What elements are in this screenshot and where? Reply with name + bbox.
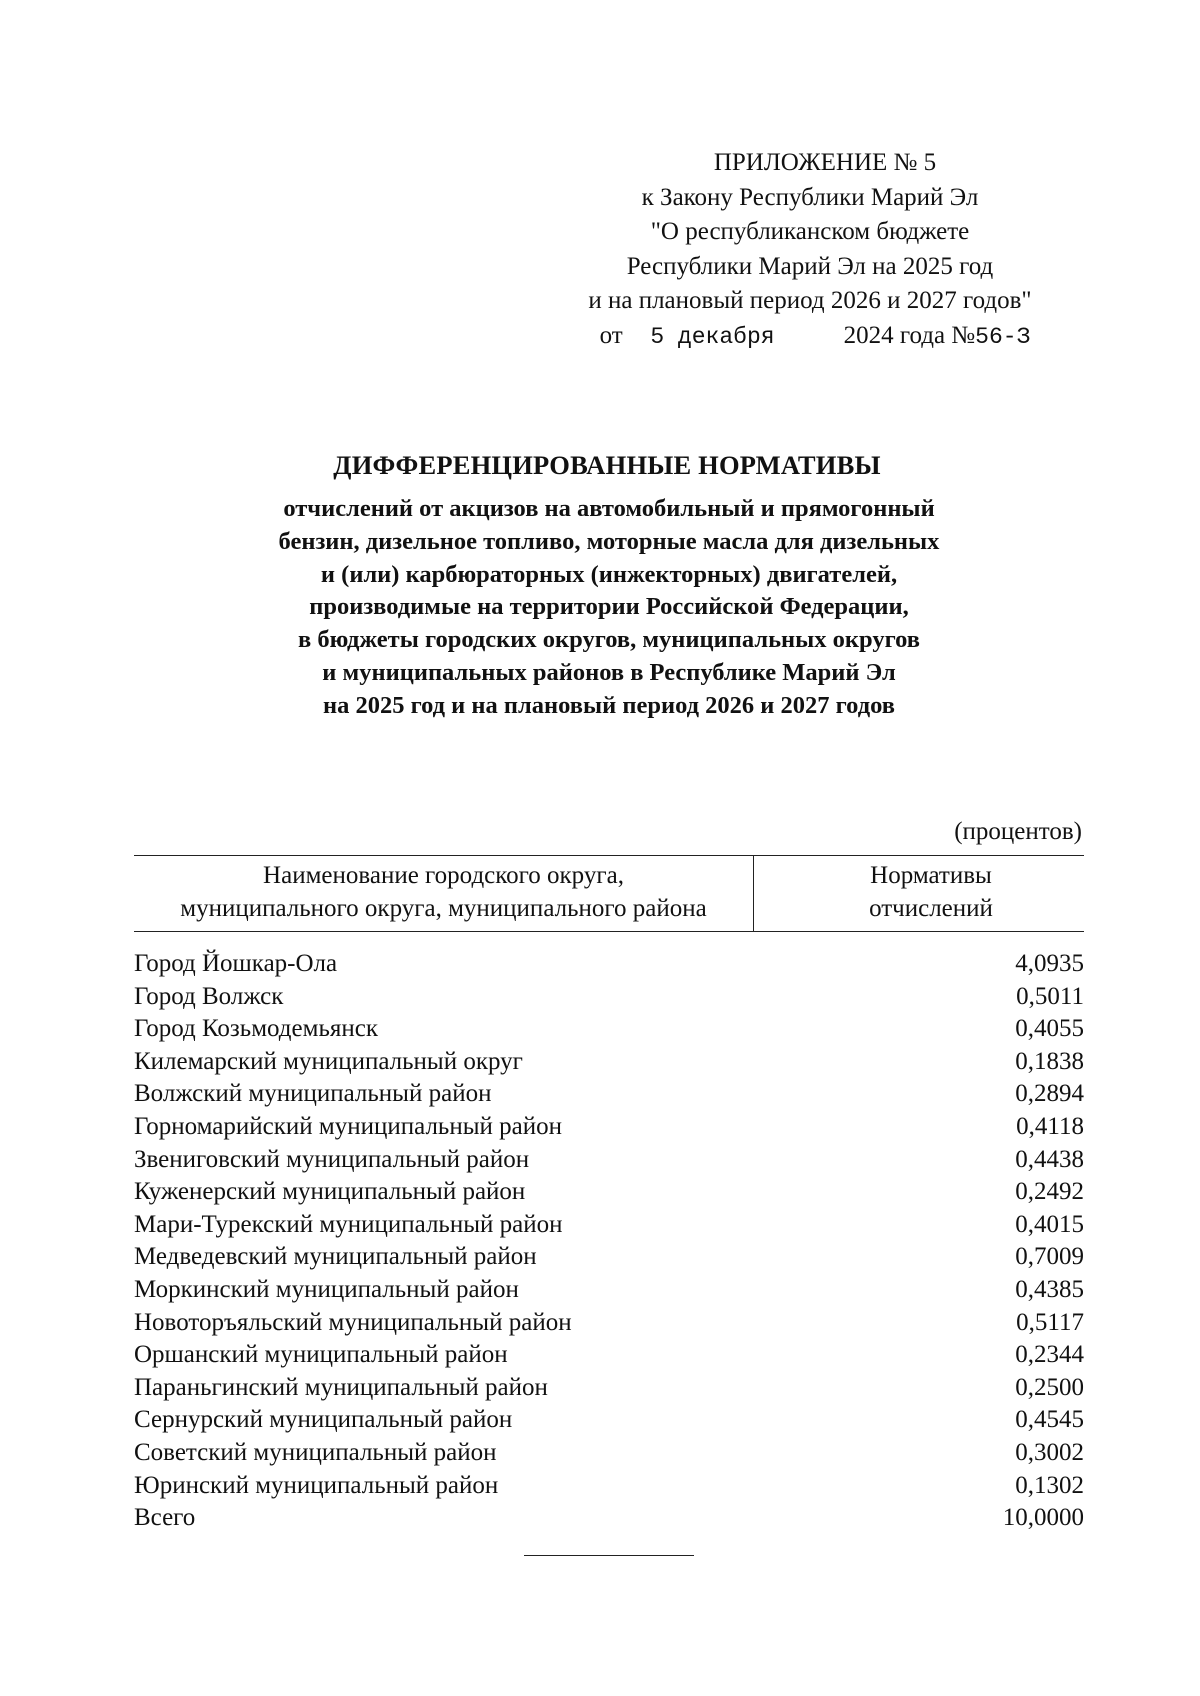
- row-value: 0,5011: [1016, 982, 1084, 1010]
- end-divider: [524, 1555, 694, 1556]
- table-body: [134, 948, 1084, 1535]
- row-value: 0,4545: [1015, 1406, 1084, 1434]
- row-value: 0,1838: [1015, 1047, 1084, 1075]
- row-name: Куженерский муниципальный район: [134, 1178, 526, 1206]
- table-header: [134, 855, 1084, 932]
- row-name: Сернурский муниципальный район: [134, 1406, 513, 1434]
- table-row: [134, 981, 1084, 1014]
- row-name: Город Козьмодемьянск: [134, 1015, 378, 1043]
- subtitle-line: в бюджеты городских округов, муниципальных округов: [298, 626, 920, 654]
- row-name: Новоторъяльский муниципальный район: [134, 1308, 572, 1336]
- subtitle-line: на 2025 год и на плановый период 2026 и 2027 годов: [322, 691, 895, 719]
- table-row: [134, 1241, 1084, 1274]
- row-name: Всего: [134, 1504, 196, 1532]
- table-row: [134, 1209, 1084, 1242]
- norms-table: [134, 855, 1084, 1532]
- subtitle-line: производимые на территории Российской Федерации,: [309, 593, 909, 621]
- header-value-column: [756, 856, 1084, 931]
- subtitle-line: отчислений от акцизов на автомобильный и прямогонный: [283, 495, 935, 522]
- row-name: Оршанский муниципальный район: [134, 1341, 508, 1369]
- row-name: Медведевский муниципальный район: [134, 1243, 537, 1271]
- table-row: [134, 1372, 1084, 1405]
- header-value-line-1: Нормативы: [870, 862, 992, 889]
- row-value: 0,5117: [1016, 1308, 1084, 1336]
- row-name: Волжский муниципальный район: [134, 1080, 492, 1108]
- row-value: 0,4055: [1015, 1015, 1084, 1043]
- units-label: (процентов): [954, 818, 1082, 845]
- table-row: [134, 1339, 1084, 1372]
- appendix-number: ПРИЛОЖЕНИЕ № 5: [713, 149, 937, 176]
- table-row: [134, 1013, 1084, 1046]
- row-name: Звениговский муниципальный район: [134, 1145, 530, 1173]
- row-value: 0,2492: [1015, 1178, 1084, 1206]
- row-name: Горномарийский муниципальный район: [134, 1112, 562, 1140]
- header-value-line-2: отчислений: [869, 895, 993, 922]
- subtitle-line: бензин, дизельное топливо, моторные масла для дизельных: [278, 527, 940, 555]
- row-name: Параньгинский муниципальный район: [134, 1373, 548, 1401]
- row-name: Город Йошкар-Ола: [134, 950, 338, 977]
- row-name: Моркинский муниципальный район: [134, 1275, 519, 1303]
- date-day-month: 5 декабря: [650, 323, 775, 350]
- row-value: 0,1302: [1015, 1471, 1084, 1499]
- appendix-law-title-2: Республики Марий Эл на 2025 год: [626, 252, 994, 280]
- table-total-row: [134, 1502, 1084, 1535]
- row-name: Юринский муниципальный район: [134, 1471, 499, 1499]
- table-row: [134, 1111, 1084, 1144]
- row-value: 0,4438: [1015, 1145, 1084, 1173]
- subtitle-line: и муниципальных районов в Республике Марий Эл: [322, 658, 896, 686]
- subtitle-line: и (или) карбюраторных (инжекторных) двигателей,: [320, 560, 898, 588]
- table-row: [134, 1144, 1084, 1177]
- table-row: [134, 1274, 1084, 1307]
- row-name: Советский муниципальный район: [134, 1438, 497, 1466]
- row-value: 0,3002: [1015, 1438, 1084, 1466]
- law-number: 56-З: [975, 323, 1031, 350]
- row-value: 4,0935: [1015, 950, 1084, 977]
- header-name-column: [134, 856, 754, 931]
- document-subtitle: [0, 493, 1200, 723]
- header-name-line-2: муниципального округа, муниципального района: [180, 895, 707, 922]
- row-value: 0,2344: [1015, 1341, 1084, 1369]
- header-name-line-1: Наименование городского округа,: [263, 862, 624, 889]
- row-value: 0,4015: [1015, 1210, 1084, 1238]
- row-value: 0,4118: [1016, 1112, 1084, 1140]
- table-row: [134, 1078, 1084, 1111]
- table-row: [134, 1404, 1084, 1437]
- table-row: [134, 948, 1084, 981]
- row-value: 10,0000: [1002, 1504, 1084, 1532]
- table-row: [134, 1176, 1084, 1209]
- document-title: ДИФФЕРЕНЦИРОВАННЫЕ НОРМАТИВЫ: [333, 450, 881, 480]
- appendix-law-title-1: "О республиканском бюджете: [650, 218, 970, 245]
- date-year: 2024 года №: [843, 321, 976, 349]
- row-name: Город Волжск: [134, 982, 284, 1010]
- appendix-header: [560, 146, 1060, 354]
- row-value: 0,2894: [1015, 1080, 1084, 1108]
- table-row: [134, 1046, 1084, 1079]
- row-name: Килемарский муниципальный округ: [134, 1047, 523, 1075]
- table-row: [134, 1307, 1084, 1340]
- table-row: [134, 1470, 1084, 1503]
- row-value: 0,4385: [1015, 1275, 1084, 1303]
- row-name: Мари-Турекский муниципальный район: [134, 1210, 563, 1238]
- appendix-date-line: [560, 319, 1060, 355]
- table-row: [134, 1437, 1084, 1470]
- appendix-law-title-3: и на плановый период 2026 и 2027 годов": [588, 287, 1032, 314]
- appendix-law-reference: к Закону Республики Марий Эл: [641, 183, 979, 211]
- row-value: 0,7009: [1015, 1243, 1084, 1271]
- row-value: 0,2500: [1015, 1373, 1084, 1401]
- date-prefix: от: [599, 321, 623, 349]
